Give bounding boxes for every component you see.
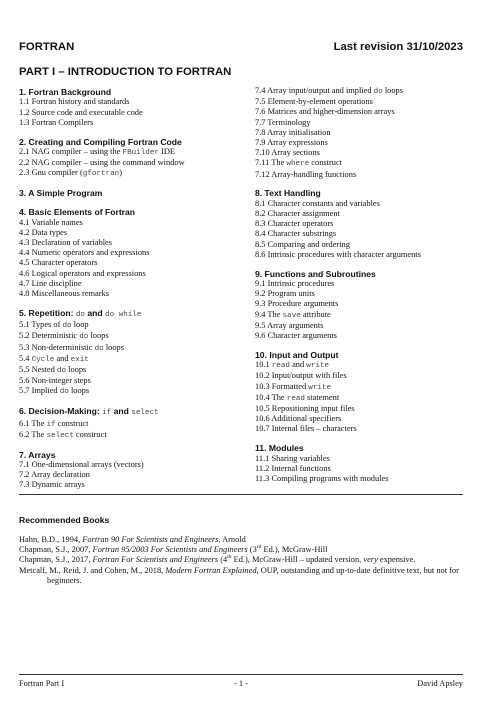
item-text: loop [71,320,89,330]
item-text: and [54,353,71,363]
code-keyword: do [373,88,383,96]
code-keyword: do [79,333,89,342]
item-text: 1.1 Fortran history and standards [19,97,130,107]
book-text: Hahn, B.D., 1994, [19,535,83,544]
item-text: 4.5 Character operators [19,258,98,268]
item-text: 10.1 [255,360,272,370]
book-entry [19,545,465,555]
book-text: (4 [218,555,228,565]
section-heading [19,406,239,418]
item-text: 7.12 Array-handling functions [255,169,357,179]
item-text: 9.3 Procedure arguments [255,299,339,309]
contents-item [19,238,239,248]
books-heading: Recommended Books [19,515,110,525]
contents-section [19,450,239,491]
code-keyword: write [308,383,332,392]
book-text: Modern Fortran Explained [165,565,257,575]
item-text: 11.2 Internal functions [255,463,331,473]
item-text: statement [304,392,340,402]
item-text: loops [103,342,124,352]
contents-section [255,443,470,484]
item-text: 5.4 [19,353,32,363]
item-text: 5.2 Deterministic [19,331,80,341]
contents-item [19,97,239,107]
heading-text: 6. Decision-Making: [19,406,103,417]
contents-item [255,474,470,484]
contents-item [19,430,239,441]
contents-item [19,258,239,268]
contents-item [19,147,239,158]
item-text: 7.6 Matrices and higher-dimension arrays [255,107,395,117]
item-text: 6.2 The [19,429,47,439]
heading-text: 11. Modules [255,443,304,454]
code-keyword: do while [105,310,142,319]
item-text: 8.6 Intrinsic procedures with character arguments [255,249,421,259]
item-text: IDE [158,147,176,157]
contents-item [255,138,470,148]
code-keyword: select [46,431,74,440]
page-header [19,41,463,53]
contents-section [255,86,470,180]
contents-item [255,321,470,331]
contents-item [19,365,239,376]
document-title: FORTRAN [19,41,75,53]
item-text: 10.7 Internal files – characters [255,424,357,434]
item-text: 7.2 Array declaration [19,470,90,480]
book-text: Ed.), McGraw-Hill [261,545,328,555]
item-text: attribute [300,309,331,319]
section-heading [19,308,239,320]
page-footer [19,679,463,688]
item-text: 7.10 Array sections [255,148,320,158]
contents-item [19,460,239,470]
contents-item [19,118,239,128]
contents-item [255,279,470,289]
contents-item [255,86,470,97]
contents-item [19,386,239,397]
contents-section [19,87,239,128]
code-keyword: do [56,367,67,376]
item-text: 5.3 Non-deterministic [19,342,95,352]
code-keyword: gfortran [82,170,120,179]
heading-text: 5. Repetition: [19,307,76,318]
section-heading [255,443,470,453]
book-text: (3 [247,545,257,555]
contents-item [255,299,470,309]
item-text: construct [309,158,342,168]
contents-item [19,108,239,118]
heading-text: 10. Input and Output [255,349,339,360]
contents-item [255,128,470,138]
book-entry [19,535,465,545]
contents-item [255,393,470,404]
contents-section [19,207,239,299]
heading-text: 3. A Simple Program [19,188,103,199]
section-heading [19,87,239,97]
heading-text: 2. Creating and Compiling Fortran Code [19,136,182,147]
book-text: Fortran 90 For Scientists and Engineers [82,535,219,544]
footer-divider [19,674,463,675]
books-list [19,535,465,586]
code-keyword: do [94,344,104,353]
section-heading [19,188,239,198]
item-text: 4.8 Miscellaneous remarks [19,289,110,299]
contents-section [255,188,470,260]
contents-item [255,414,470,424]
item-text: 9.1 Intrinsic procedures [255,279,335,289]
heading-text: 1. Fortran Background [19,87,112,97]
heading-text: and [84,307,106,318]
item-text: 5.5 Nested [19,365,57,375]
item-text: 4.1 Variable names [19,217,83,227]
contents-item [255,199,470,209]
item-text: 10.3 Formatted [255,381,309,391]
item-text: 6.1 The [19,418,47,428]
contents-item [19,279,239,289]
contents-section [255,269,470,342]
item-text: 5.6 Non-integer steps [19,376,91,386]
contents-item [19,269,239,279]
revision-date: Last revision 31/10/2023 [333,41,463,53]
item-text: 8.5 Comparing and ordering [255,239,350,249]
item-text: 7.1 One-dimensional arrays (vectors) [19,460,144,470]
code-keyword: write [306,362,330,371]
item-text: loops [382,86,404,95]
contents-item [255,382,470,393]
contents-item [255,371,470,381]
book-entry [19,566,465,586]
contents-item [255,118,470,128]
item-text: 1.3 Fortran Compilers [19,117,94,127]
item-text: 9.2 Program units [255,289,315,299]
code-keyword: exit [70,355,89,364]
contents-item [19,218,239,228]
code-keyword: select [131,409,159,418]
item-text: loops [88,331,109,341]
section-heading [19,450,239,460]
item-text: 7.8 Array initialisation [255,127,331,137]
item-text: 5.1 Types of [19,320,63,330]
book-entry [19,555,465,565]
book-text: Metcalf, M., Reid, J. and Cohen, M., 2018, [19,565,166,575]
contents-item [255,170,470,180]
contents-item [255,209,470,219]
item-text: 2.1 NAG compiler – using the [19,147,123,157]
book-text: Fortran For Scientists and Engineers [92,555,219,565]
item-text: construct [73,429,107,439]
item-text: 8.1 Character constants and variables [255,198,380,208]
book-text: Ed.), McGraw-Hill – updated version, [231,555,364,565]
item-text: 8.4 Character substrings [255,229,337,239]
contents-item [255,250,470,260]
item-text: 9.6 Character arguments [255,331,337,341]
section-heading [255,350,470,360]
book-text: , OUP, outstanding and up-to-date definitive text, but not for beginners. [47,565,459,585]
item-text: 4.2 Data types [19,227,68,237]
item-text: loops [66,365,87,375]
contents-item [255,310,470,321]
code-keyword: read [286,394,305,403]
item-text: 7.5 Element-by-element operations [255,97,373,107]
heading-text: and [111,406,132,417]
book-text: Fortran 95/2003 For Scientists and Engineers [92,545,248,555]
contents-item [255,148,470,158]
contents-item [19,228,239,238]
divider [19,494,463,495]
contents-item [255,424,470,434]
contents-left-column [19,87,239,499]
item-text: 10.2 Input/output with files [255,371,347,381]
section-heading [255,188,470,198]
footer-left: Fortran Part I [19,679,65,688]
item-text: 11.1 Sharing variables [255,453,330,463]
book-text: very [363,555,378,565]
item-text: 10.6 Additional specifiers [255,414,342,424]
contents-item [255,219,470,229]
contents-item [19,320,239,331]
contents-item [255,404,470,414]
item-text: 10.4 The [255,392,287,402]
page-number: - 1 - [234,679,248,688]
item-text: 7.11 The [255,158,287,168]
contents-section [19,137,239,180]
contents-item [19,354,239,365]
contents-right-column [255,86,470,493]
contents-item [19,168,239,179]
contents-section [19,308,239,398]
contents-section [255,350,470,435]
code-keyword: where [286,160,310,169]
item-text: 9.5 Array arguments [255,320,324,330]
code-keyword: if [102,409,112,418]
item-text: loops [68,386,90,396]
contents-item [19,480,239,490]
contents-item [255,454,470,464]
item-text: 5.7 Implied [19,386,60,396]
contents-item [255,360,470,371]
contents-item [19,376,239,386]
item-text: 9.4 The [255,309,283,319]
item-text: 7.9 Array expressions [255,138,328,148]
book-text: Chapman, S.J., 2017, [19,555,93,565]
item-text: 7.4 Array input/output and implied [255,86,374,95]
item-text: 8.3 Character operators [255,219,334,229]
contents-item [19,158,239,168]
contents-item [255,240,470,250]
item-text: 4.6 Logical operators and expressions [19,268,146,278]
item-text: 11.3 Compiling programs with modules [255,474,389,484]
item-text: 4.4 Numeric operators and expressions [19,248,150,258]
contents-item [255,97,470,107]
item-text: 4.3 Declaration of variables [19,238,113,248]
code-keyword: do [75,310,85,319]
item-text: 8.2 Character assignment [255,209,340,219]
part-title: PART I – INTRODUCTION TO FORTRAN [19,66,232,78]
book-text: expensive. [377,555,416,565]
contents-item [19,419,239,430]
item-text: 2.2 NAG compiler – using the command window [19,158,185,168]
contents-section [19,188,239,198]
item-text: 4.7 Line discipline [19,278,82,288]
contents-item [255,464,470,474]
contents-item [19,470,239,480]
heading-text: 9. Functions and Subroutines [255,268,376,279]
section-heading [255,269,470,279]
code-keyword: FBuilder [122,149,159,158]
contents-item [19,343,239,354]
contents-item [19,248,239,258]
contents-item [19,289,239,299]
heading-text: 7. Arrays [19,449,56,460]
item-text: and [289,360,307,370]
heading-text: 4. Basic Elements of Fortran [19,207,136,218]
item-text: 1.2 Source code and executable code [19,107,143,117]
contents-item [19,331,239,342]
item-text: construct [55,418,89,428]
contents-section [19,406,239,441]
code-keyword: if [46,420,56,429]
item-text: 7.3 Dynamic arrays [19,480,85,490]
item-text: 7.7 Terminology [255,117,311,127]
book-text: Chapman, S.J., 2007, [19,545,93,555]
section-heading [19,207,239,217]
code-keyword: do [59,388,69,397]
code-keyword: do [62,322,72,331]
section-heading [19,137,239,147]
book-text: rd [256,544,262,551]
code-keyword: read [271,362,290,371]
book-text: th [227,554,232,561]
footer-author: David Apsley [417,679,463,688]
item-text: 2.3 Gnu compiler ( [19,168,83,178]
contents-item [255,289,470,299]
item-text: ) [119,168,122,178]
contents-item [255,158,470,169]
contents-item [255,229,470,239]
contents-item [255,107,470,117]
code-keyword: save [282,311,301,320]
heading-text: 8. Text Handling [255,188,321,199]
item-text: 10.5 Repositioning input files [255,404,355,414]
book-text: , Arnold [218,535,246,544]
contents-item [255,331,470,341]
code-keyword: Cycle [31,355,55,364]
